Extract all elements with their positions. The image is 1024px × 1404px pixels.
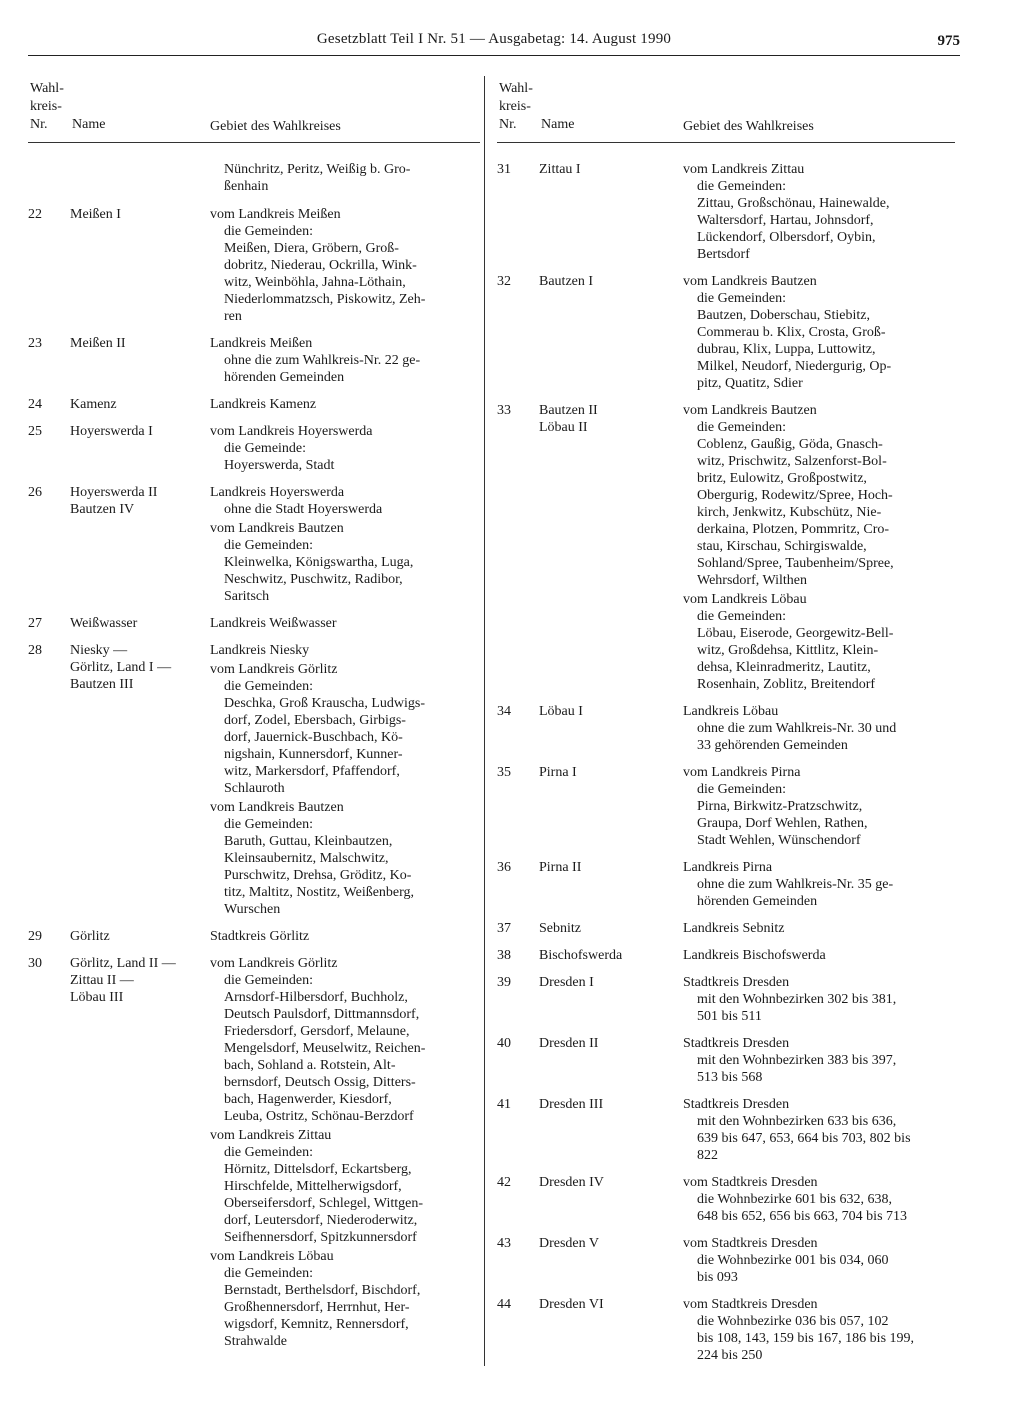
gebiet-lead: vom Stadtkreis Dresden [683, 1236, 818, 1251]
gemeinden-line: Stadt Wehlen, Wünschendorf [697, 833, 861, 848]
wahlkreis-nr: 34 [497, 704, 511, 719]
wahlkreis-gebiet [683, 947, 955, 964]
gemeinden-line: derkaina, Plotzen, Pommritz, Cro- [697, 522, 890, 537]
wahlkreis-nr: 28 [28, 643, 42, 658]
gebiet-lead: vom Landkreis Bautzen [210, 800, 344, 815]
gebiet-sub: mit den Wohnbezirken 383 bis 397, [697, 1053, 897, 1068]
gemeinden-line: Bertsdorf [697, 247, 750, 262]
gebiet-block [683, 703, 955, 754]
gemeinden-line: dobritz, Niederau, Ockrilla, Wink- [224, 258, 417, 273]
gebiet-lead: Stadtkreis Dresden [683, 1097, 790, 1112]
gemeinden-line: Coblenz, Gaußig, Göda, Gnasch- [697, 437, 883, 452]
name-line: Meißen II [70, 336, 126, 351]
wahlkreis-nr: 32 [497, 274, 511, 289]
wahlkreis-gebiet [683, 402, 955, 693]
gemeinden-line: Meißen, Diera, Gröbern, Groß- [224, 241, 399, 256]
gebiet-sub: ohne die zum Wahlkreis-Nr. 22 ge- [224, 353, 421, 368]
gebiet-lead: Landkreis Sebnitz [683, 921, 785, 936]
gebiet-lead: Landkreis Meißen [210, 336, 313, 351]
wahlkreis-name [539, 273, 683, 392]
wahlkreis-gebiet [683, 273, 955, 392]
gebiet-sub: die Gemeinden: [697, 782, 787, 797]
gemeinden-line: dorf, Jauernick-Buschbach, Kö- [224, 730, 403, 745]
gemeinden-line: Kleinwelka, Königswartha, Luga, [224, 555, 414, 570]
name-line: Bautzen III [70, 677, 134, 692]
name-line: Pirna I [539, 765, 577, 780]
wahlkreis-entry [28, 955, 480, 1350]
name-line: Zittau I [539, 162, 581, 177]
gemeinden-line: Schlauroth [224, 781, 285, 796]
wahlkreis-name [539, 859, 683, 910]
gemeinden-line: Zittau, Großschönau, Hainewalde, [697, 196, 890, 211]
gebiet-block [210, 335, 480, 386]
wahlkreis-gebiet [210, 928, 480, 945]
wahlkreis-nr: 25 [28, 424, 42, 439]
wahlkreis-name [70, 335, 210, 386]
gebiet-block [683, 273, 955, 392]
wahlkreis-name [70, 615, 210, 632]
gebiet-sub: die Gemeinden: [697, 291, 787, 306]
gemeinden-line: britz, Eulowitz, Großpostwitz, [697, 471, 867, 486]
gemeinden-line: Großhennersdorf, Herrnhut, Her- [224, 1300, 410, 1315]
gebiet-lead: vom Stadtkreis Dresden [683, 1297, 818, 1312]
gebiet-lead: vom Landkreis Löbau [683, 592, 807, 607]
gemeinden-line: Saritsch [224, 589, 270, 604]
wahlkreis-nr: 26 [28, 485, 42, 500]
wahlkreis-entry [497, 402, 955, 693]
gebiet-sub: die Gemeinden: [224, 1266, 314, 1281]
gebiet-sub: bis 093 [697, 1270, 738, 1285]
name-line: Löbau I [539, 704, 583, 719]
wahlkreis-name [70, 642, 210, 918]
gemeinden-line: Sohland/Spree, Taubenheim/Spree, [697, 556, 894, 571]
wahlkreis-nr: 29 [28, 929, 42, 944]
name-line: Kamenz [70, 397, 117, 412]
gemeinden-line: witz, Großdehsa, Kittlitz, Klein- [697, 643, 879, 658]
gemeinden-line: Purschwitz, Drehsa, Gröditz, Ko- [224, 868, 412, 883]
gebiet-sub: 33 gehörenden Gemeinden [697, 738, 848, 753]
gebiet-lead: vom Landkreis Bautzen [210, 521, 344, 536]
gebiet-sub: 822 [697, 1148, 718, 1163]
left-column [28, 80, 480, 1360]
name-line: Niesky — [70, 643, 128, 658]
gebiet-lead: vom Landkreis Zittau [683, 162, 805, 177]
header-rule [28, 55, 960, 56]
wahlkreis-gebiet [683, 161, 955, 263]
name-line: Zittau II — [70, 973, 134, 988]
wahlkreis-gebiet [210, 335, 480, 386]
wahlkreis-gebiet [683, 1035, 955, 1086]
wahlkreis-gebiet [683, 1296, 955, 1364]
wahlkreis-nr: 33 [497, 403, 511, 418]
gebiet-sub: 501 bis 511 [697, 1009, 762, 1024]
wahlkreis-name [539, 1296, 683, 1364]
name-line: Dresden IV [539, 1175, 604, 1190]
gemeinden-line: Löbau, Eiserode, Georgewitz-Bell- [697, 626, 894, 641]
wahlkreis-entry [497, 1096, 955, 1164]
gebiet-sub: 648 bis 652, 656 bis 663, 704 bis 713 [697, 1209, 908, 1224]
gemeinden-line: Strahwalde [224, 1334, 287, 1349]
wahlkreis-entry [497, 947, 955, 964]
wahlkreis-gebiet [210, 484, 480, 605]
gemeinden-line: Milkel, Neudorf, Niedergurig, Op- [697, 359, 892, 374]
gebiet-sub: die Gemeinde: [224, 441, 307, 456]
column-divider [484, 76, 485, 1366]
gemeinden-line: Mengelsdorf, Meuselwitz, Reichen- [224, 1041, 426, 1056]
name-line: Dresden II [539, 1036, 599, 1051]
gebiet-block [210, 206, 480, 325]
name-line: Görlitz [70, 929, 110, 944]
gemeinden-line: Baruth, Guttau, Kleinbautzen, [224, 834, 393, 849]
wahlkreis-name [70, 928, 210, 945]
wahlkreis-entry [497, 920, 955, 937]
gemeinden-line: Oberseifersdorf, Schlegel, Wittgen- [224, 1196, 424, 1211]
wahlkreis-entry [28, 642, 480, 918]
gebiet-block [210, 615, 480, 632]
wahlkreis-entry [497, 859, 955, 910]
gebiet-lead: vom Landkreis Meißen [210, 207, 341, 222]
gemeinden-line: Leuba, Ostritz, Schönau-Berzdorf [224, 1109, 414, 1124]
wahlkreis-entry [28, 206, 480, 325]
column-header [28, 80, 480, 143]
wahlkreis-name [539, 974, 683, 1025]
gebiet-sub: 224 bis 250 [697, 1348, 763, 1363]
gebiet-sub: die Gemeinden: [697, 609, 787, 624]
gemeinden-line: witz, Weinböhla, Jahna-Löthain, [224, 275, 406, 290]
gebiet-line: Nünchritz, Peritz, Weißig b. Gro- [224, 162, 411, 177]
wahlkreis-gebiet [683, 764, 955, 849]
wahlkreis-entry [497, 273, 955, 392]
entry-list [497, 143, 955, 1364]
gebiet-lead: Stadtkreis Görlitz [210, 929, 310, 944]
name-line: Dresden I [539, 975, 594, 990]
wahlkreis-gebiet [210, 161, 480, 195]
gebiet-lead: vom Landkreis Görlitz [210, 956, 338, 971]
wahlkreis-entry [497, 161, 955, 263]
wahlkreis-gebiet [683, 703, 955, 754]
gebiet-block [210, 484, 480, 518]
wahlkreis-gebiet [210, 642, 480, 918]
wahlkreis-gebiet [683, 1096, 955, 1164]
wahlkreis-name [70, 955, 210, 1350]
gebiet-lead: Stadtkreis Dresden [683, 1036, 790, 1051]
name-line: Bautzen IV [70, 502, 135, 517]
right-column [497, 80, 955, 1374]
gebiet-block [210, 955, 480, 1125]
name-line: Weißwasser [70, 616, 138, 631]
wahlkreis-entry [497, 764, 955, 849]
gebiet-block [683, 920, 955, 937]
gebiet-sub: die Gemeinden: [224, 1145, 314, 1160]
gebiet-block [683, 402, 955, 589]
gemeinden-line: Obergurig, Rodewitz/Spree, Hoch- [697, 488, 893, 503]
page-title: Gesetzblatt Teil I Nr. 51 — Ausgabetag: 14. August 1990 [316, 31, 672, 47]
gebiet-block [683, 1235, 955, 1286]
wahlkreis-name [70, 484, 210, 605]
wahlkreis-name [70, 161, 210, 195]
gemeinden-line: Lückendorf, Olbersdorf, Oybin, [697, 230, 876, 245]
wahlkreis-name [70, 396, 210, 413]
wahlkreis-nr: 36 [497, 860, 511, 875]
gemeinden-line: titz, Maltitz, Nostitz, Weißenberg, [224, 885, 415, 900]
wahlkreis-gebiet [683, 920, 955, 937]
gebiet-block [683, 1296, 955, 1364]
gemeinden-line: Hörnitz, Dittelsdorf, Eckartsberg, [224, 1162, 412, 1177]
wahlkreis-gebiet [210, 955, 480, 1350]
gebiet-lead: Landkreis Löbau [683, 704, 779, 719]
name-line: Hoyerswerda II [70, 485, 158, 500]
entry-list [28, 143, 480, 1350]
gebiet-sub: die Wohnbezirke 001 bis 034, 060 [697, 1253, 889, 1268]
gebiet-block [683, 859, 955, 910]
gebiet-lead: Landkreis Bischofswerda [683, 948, 826, 963]
gebiet-block [210, 799, 480, 918]
name-line: Dresden VI [539, 1297, 604, 1312]
gebiet-block [683, 161, 955, 263]
gemeinden-line: Niederlommatzsch, Piskowitz, Zeh- [224, 292, 426, 307]
wahlkreis-entry [28, 396, 480, 413]
gebiet-sub: die Gemeinden: [224, 973, 314, 988]
wahlkreis-nr: 22 [28, 207, 42, 222]
gebiet-block [683, 1035, 955, 1086]
gebiet-block [210, 661, 480, 797]
gebiet-sub: ohne die zum Wahlkreis-Nr. 35 ge- [697, 877, 894, 892]
gebiet-block [683, 1096, 955, 1164]
wahlkreis-name [539, 764, 683, 849]
gebiet-block [210, 1248, 480, 1350]
gemeinden-line: Seifhennersdorf, Spitzkunnersdorf [224, 1230, 417, 1245]
wahlkreis-name [539, 1174, 683, 1225]
gebiet-block [210, 520, 480, 605]
wahlkreis-gebiet [683, 974, 955, 1025]
wahlkreis-nr: 39 [497, 975, 511, 990]
wahlkreis-entry [497, 974, 955, 1025]
wahlkreis-gebiet [210, 615, 480, 632]
gemeinden-line: Commerau b. Klix, Crosta, Groß- [697, 325, 886, 340]
wahlkreis-entry [497, 1296, 955, 1364]
gemeinden-line: bernsdorf, Deutsch Ossig, Ditters- [224, 1075, 416, 1090]
header-gebiet: Gebiet des Wahlkreises [683, 119, 814, 134]
wahlkreis-nr: 44 [497, 1297, 511, 1312]
name-line: Bautzen I [539, 274, 594, 289]
name-line: Bischofswerda [539, 948, 623, 963]
gebiet-sub: hörenden Gemeinden [697, 894, 818, 909]
gebiet-sub: mit den Wohnbezirken 633 bis 636, [697, 1114, 897, 1129]
gebiet-block [210, 1127, 480, 1246]
gemeinden-line: dorf, Zodel, Ebersbach, Girbigs- [224, 713, 406, 728]
gemeinden-line: Arnsdorf-Hilbersdorf, Buchholz, [224, 990, 408, 1005]
wahlkreis-name [70, 206, 210, 325]
name-line: Görlitz, Land I — [70, 660, 172, 675]
name-line: Hoyerswerda I [70, 424, 153, 439]
gemeinden-line: witz, Markersdorf, Pfaffendorf, [224, 764, 400, 779]
wahlkreis-name [70, 423, 210, 474]
gebiet-block [210, 928, 480, 945]
name-line: Dresden V [539, 1236, 600, 1251]
gebiet-sub: die Gemeinden: [697, 179, 787, 194]
gebiet-block [210, 642, 480, 659]
gebiet-sub: die Wohnbezirke 036 bis 057, 102 [697, 1314, 889, 1329]
wahlkreis-name [539, 920, 683, 937]
gemeinden-line: dehsa, Kleinradmeritz, Lautitz, [697, 660, 871, 675]
wahlkreis-entry [28, 423, 480, 474]
wahlkreis-nr: 38 [497, 948, 511, 963]
gebiet-block [683, 764, 955, 849]
wahlkreis-name [539, 1235, 683, 1286]
gemeinden-line: Waltersdorf, Hartau, Johnsdorf, [697, 213, 874, 228]
wahlkreis-nr: 43 [497, 1236, 511, 1251]
gemeinden-line: dubrau, Klix, Luppa, Luttowitz, [697, 342, 876, 357]
gebiet-lead: vom Landkreis Hoyerswerda [210, 424, 373, 439]
gemeinden-line: ren [224, 309, 242, 324]
gemeinden-line: bach, Hagenwerder, Kiesdorf, [224, 1092, 392, 1107]
wahlkreis-name [539, 161, 683, 263]
wahlkreis-name [539, 703, 683, 754]
gebiet-sub: 639 bis 647, 653, 664 bis 703, 802 bis [697, 1131, 911, 1146]
wahlkreis-nr: 31 [497, 162, 511, 177]
column-header [497, 80, 955, 143]
gebiet-lead: vom Stadtkreis Dresden [683, 1175, 818, 1190]
gebiet-sub: 513 bis 568 [697, 1070, 763, 1085]
gebiet-lead: vom Landkreis Löbau [210, 1249, 334, 1264]
gebiet-sub: die Gemeinden: [697, 420, 787, 435]
gebiet-line: ßenhain [224, 179, 269, 194]
wahlkreis-gebiet [683, 1174, 955, 1225]
gemeinden-line: bach, Sohland a. Rotstein, Alt- [224, 1058, 396, 1073]
gemeinden-line: Pirna, Birkwitz-Pratzschwitz, [697, 799, 863, 814]
gebiet-sub: die Gemeinden: [224, 679, 314, 694]
name-line: Görlitz, Land II — [70, 956, 176, 971]
gemeinden-line: wigsdorf, Kemnitz, Rennersdorf, [224, 1317, 409, 1332]
gebiet-sub: ohne die Stadt Hoyerswerda [224, 502, 383, 517]
wahlkreis-nr: 23 [28, 336, 42, 351]
header-nr: Wahl- kreis- Nr. [30, 81, 64, 132]
gemeinden-line: Rosenhain, Zoblitz, Breitendorf [697, 677, 876, 692]
gebiet-lead: vom Landkreis Görlitz [210, 662, 338, 677]
page-header [28, 31, 960, 55]
gebiet-block [210, 396, 480, 413]
wahlkreis-entry [497, 1035, 955, 1086]
wahlkreis-entry [497, 703, 955, 754]
wahlkreis-nr: 24 [28, 397, 42, 412]
header-nr: Wahl- kreis- Nr. [499, 81, 533, 132]
wahlkreis-entry [497, 1235, 955, 1286]
gebiet-lead: Landkreis Kamenz [210, 397, 317, 412]
wahlkreis-nr [28, 161, 70, 195]
header-name: Name [72, 117, 106, 132]
gebiet-block [210, 423, 480, 474]
continuation-row [28, 161, 480, 195]
wahlkreis-nr: 42 [497, 1175, 511, 1190]
gebiet-lead: Stadtkreis Dresden [683, 975, 790, 990]
gebiet-sub: bis 108, 143, 159 bis 167, 186 bis 199, [697, 1331, 915, 1346]
wahlkreis-entry [28, 335, 480, 386]
gebiet-sub: ohne die zum Wahlkreis-Nr. 30 und [697, 721, 897, 736]
gebiet-lead: vom Landkreis Pirna [683, 765, 801, 780]
wahlkreis-entry [28, 928, 480, 945]
name-line: Löbau II [539, 420, 588, 435]
wahlkreis-entry [497, 1174, 955, 1225]
gemeinden-line: Deschka, Groß Krauscha, Ludwigs- [224, 696, 425, 711]
gebiet-lead: vom Landkreis Bautzen [683, 403, 817, 418]
wahlkreis-gebiet [210, 396, 480, 413]
gebiet-sub: mit den Wohnbezirken 302 bis 381, [697, 992, 897, 1007]
gemeinden-line: pitz, Quatitz, Sdier [697, 376, 803, 391]
wahlkreis-gebiet [683, 1235, 955, 1286]
gebiet-block [683, 591, 955, 693]
gemeinden-line: Friedersdorf, Gersdorf, Melaune, [224, 1024, 410, 1039]
gebiet-block [683, 947, 955, 964]
gebiet-sub: die Wohnbezirke 601 bis 632, 638, [697, 1192, 892, 1207]
gebiet-sub: hörenden Gemeinden [224, 370, 345, 385]
gemeinden-line: Bernstadt, Berthelsdorf, Bischdorf, [224, 1283, 421, 1298]
gebiet-block [683, 974, 955, 1025]
wahlkreis-name [539, 947, 683, 964]
wahlkreis-nr: 40 [497, 1036, 511, 1051]
wahlkreis-nr: 41 [497, 1097, 511, 1112]
gemeinden-line: witz, Prischwitz, Salzenforst-Bol- [697, 454, 887, 469]
name-line: Meißen I [70, 207, 121, 222]
wahlkreis-nr: 37 [497, 921, 511, 936]
gemeinden-line: Wurschen [224, 902, 281, 917]
wahlkreis-gebiet [683, 859, 955, 910]
header-name: Name [541, 117, 575, 132]
gemeinden-line: kirch, Jenkwitz, Kubschütz, Nie- [697, 505, 882, 520]
gebiet-sub: die Gemeinden: [224, 224, 314, 239]
gemeinden-line: Graupa, Dorf Wehlen, Rathen, [697, 816, 868, 831]
gemeinden-line: Neschwitz, Puschwitz, Radibor, [224, 572, 403, 587]
gebiet-sub: die Gemeinden: [224, 817, 314, 832]
gemeinden-line: nigshain, Kunnersdorf, Kunner- [224, 747, 403, 762]
name-line: Sebnitz [539, 921, 581, 936]
gebiet-sub: die Gemeinden: [224, 538, 314, 553]
gemeinden-line: dorf, Leutersdorf, Niederoderwitz, [224, 1213, 418, 1228]
gebiet-lead: Landkreis Weißwasser [210, 616, 337, 631]
gebiet-block [683, 1174, 955, 1225]
gebiet-lead: vom Landkreis Zittau [210, 1128, 332, 1143]
gebiet-lead: Landkreis Pirna [683, 860, 773, 875]
name-line: Dresden III [539, 1097, 604, 1112]
header-gebiet: Gebiet des Wahlkreises [210, 119, 341, 134]
name-line: Bautzen II [539, 403, 598, 418]
wahlkreis-nr: 30 [28, 956, 42, 971]
wahlkreis-name [539, 402, 683, 693]
name-line: Pirna II [539, 860, 582, 875]
name-line: Löbau III [70, 990, 124, 1005]
gemeinden-line: Hoyerswerda, Stadt [224, 458, 335, 473]
gebiet-lead: vom Landkreis Bautzen [683, 274, 817, 289]
wahlkreis-nr: 27 [28, 616, 42, 631]
gebiet-lead: Landkreis Hoyerswerda [210, 485, 345, 500]
gemeinden-line: Wehrsdorf, Wilthen [697, 573, 808, 588]
gemeinden-line: Deutsch Paulsdorf, Dittmannsdorf, [224, 1007, 420, 1022]
wahlkreis-nr: 35 [497, 765, 511, 780]
gebiet-lead: Landkreis Niesky [210, 643, 310, 658]
wahlkreis-gebiet [210, 423, 480, 474]
gemeinden-line: Kleinsaubernitz, Malschwitz, [224, 851, 389, 866]
wahlkreis-gebiet [210, 206, 480, 325]
wahlkreis-name [539, 1035, 683, 1086]
wahlkreis-entry [28, 484, 480, 605]
wahlkreis-entry [28, 615, 480, 632]
gemeinden-line: stau, Kirschau, Schirgiswalde, [697, 539, 867, 554]
gemeinden-line: Bautzen, Doberschau, Stiebitz, [697, 308, 871, 323]
gemeinden-line: Hirschfelde, Mittelherwigsdorf, [224, 1179, 402, 1194]
page-number: 975 [937, 33, 960, 49]
wahlkreis-name [539, 1096, 683, 1164]
